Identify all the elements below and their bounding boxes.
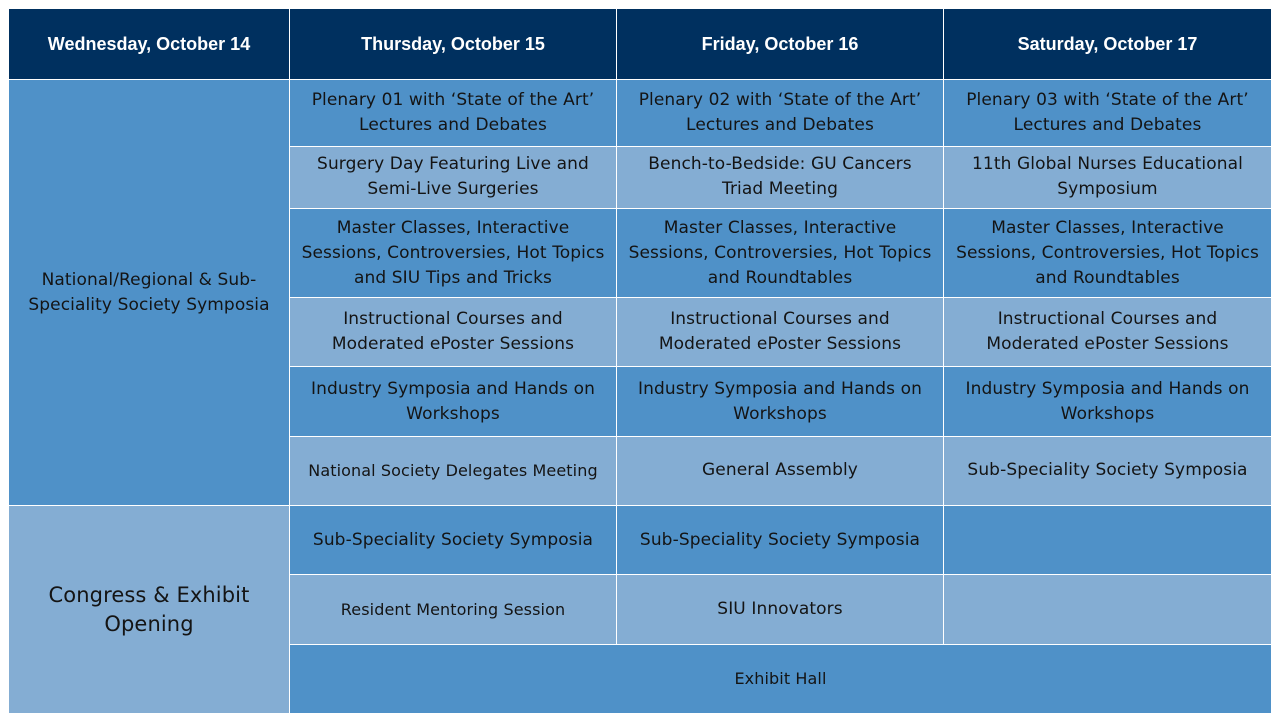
header-thursday: Thursday, October 15 bbox=[290, 9, 617, 80]
thursday-plenary-cell: Plenary 01 with ‘State of the Art’ Lectures and Debates bbox=[290, 80, 617, 146]
thursday-resident-mentoring-cell: Resident Mentoring Session bbox=[290, 575, 617, 644]
friday-general-assembly-cell: General Assembly bbox=[617, 436, 944, 505]
saturday-empty-cell bbox=[944, 506, 1272, 575]
schedule-row-plenary bbox=[9, 80, 1272, 146]
friday-industry-cell: Industry Symposia and Hands on Workshops bbox=[617, 367, 944, 436]
wednesday-congress-opening-cell: Congress & Exhibit Opening bbox=[9, 506, 290, 714]
friday-siu-innovators-cell: SIU Innovators bbox=[617, 575, 944, 644]
friday-subspeciality-cell: Sub-Speciality Society Symposia bbox=[617, 506, 944, 575]
header-wednesday: Wednesday, October 14 bbox=[9, 9, 290, 80]
saturday-empty-cell bbox=[944, 575, 1272, 644]
schedule-row-subspeciality bbox=[9, 506, 1272, 575]
wednesday-symposia-cell: National/Regional & Sub-Speciality Society Symposia bbox=[9, 80, 290, 506]
friday-bench-to-bedside-cell: Bench-to-Bedside: GU Cancers Triad Meeting bbox=[617, 146, 944, 208]
header-saturday: Saturday, October 17 bbox=[944, 9, 1272, 80]
friday-plenary-cell: Plenary 02 with ‘State of the Art’ Lectures and Debates bbox=[617, 80, 944, 146]
saturday-industry-cell: Industry Symposia and Hands on Workshops bbox=[944, 367, 1272, 436]
header-friday: Friday, October 16 bbox=[617, 9, 944, 80]
saturday-subspeciality-cell: Sub-Speciality Society Symposia bbox=[944, 436, 1272, 505]
exhibit-hall-cell: Exhibit Hall bbox=[290, 644, 1272, 713]
thursday-delegates-meeting-cell: National Society Delegates Meeting bbox=[290, 436, 617, 505]
saturday-instructional-cell: Instructional Courses and Moderated ePoster Sessions bbox=[944, 298, 1272, 367]
thursday-instructional-cell: Instructional Courses and Moderated ePoster Sessions bbox=[290, 298, 617, 367]
thursday-surgery-day-cell: Surgery Day Featuring Live and Semi-Live Surgeries bbox=[290, 146, 617, 208]
friday-instructional-cell: Instructional Courses and Moderated ePoster Sessions bbox=[617, 298, 944, 367]
thursday-subspeciality-cell: Sub-Speciality Society Symposia bbox=[290, 506, 617, 575]
saturday-master-classes-cell: Master Classes, Interactive Sessions, Controversies, Hot Topics and Roundtables bbox=[944, 208, 1272, 297]
saturday-plenary-cell: Plenary 03 with ‘State of the Art’ Lectures and Debates bbox=[944, 80, 1272, 146]
header-row bbox=[9, 9, 1272, 80]
saturday-nurses-symposium-cell: 11th Global Nurses Educational Symposium bbox=[944, 146, 1272, 208]
schedule-table bbox=[8, 8, 1272, 714]
thursday-industry-cell: Industry Symposia and Hands on Workshops bbox=[290, 367, 617, 436]
thursday-master-classes-cell: Master Classes, Interactive Sessions, Controversies, Hot Topics and SIU Tips and Tricks bbox=[290, 208, 617, 297]
friday-master-classes-cell: Master Classes, Interactive Sessions, Controversies, Hot Topics and Roundtables bbox=[617, 208, 944, 297]
